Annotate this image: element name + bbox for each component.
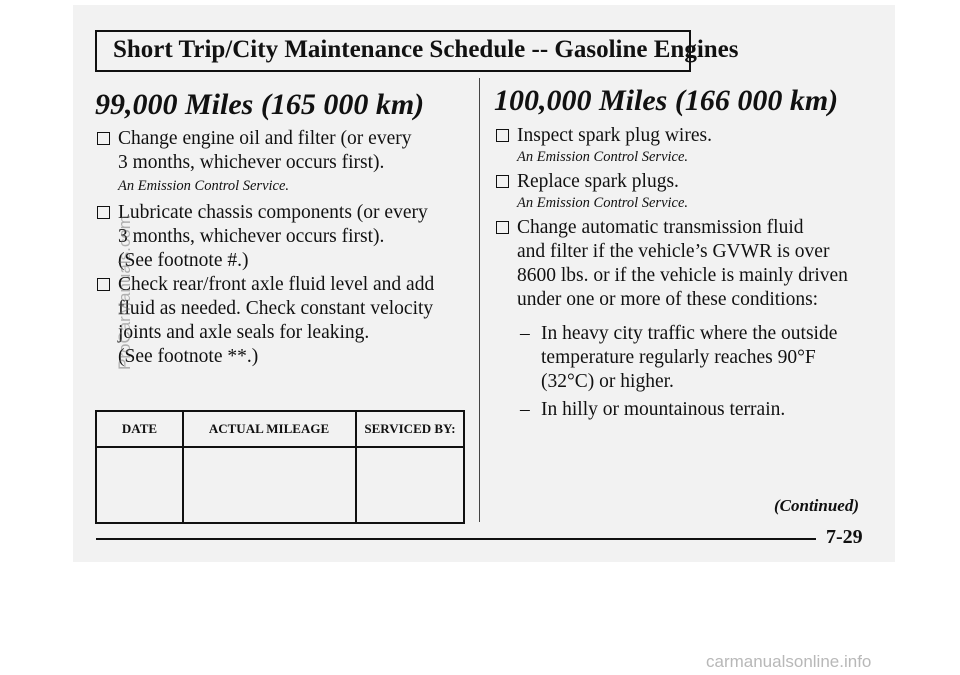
checkbox-icon[interactable] [97, 132, 110, 145]
column-divider [479, 78, 480, 522]
checklist-item-transmission [496, 216, 848, 312]
checklist-item-chassis [97, 201, 428, 273]
page-number: 7-29 [826, 526, 863, 548]
table-header-rule [97, 446, 463, 448]
table-divider [182, 412, 184, 522]
checklist-item-axle [97, 273, 434, 369]
item-text: Change engine oil and filter (or every [118, 128, 412, 149]
item-text: In heavy city traffic where the outside [541, 323, 838, 344]
table-divider [355, 412, 357, 522]
item-text: (32°C) or higher. [541, 371, 674, 392]
item-text: Inspect spark plug wires. [517, 125, 712, 146]
condition-item-hilly-terrain [520, 398, 785, 422]
item-text: Lubricate chassis components (or every [118, 202, 428, 223]
checkbox-icon[interactable] [496, 129, 509, 142]
checklist-item-plug-wires [496, 124, 712, 148]
site-watermark: carmanualsonline.info [706, 652, 872, 671]
emission-note: An Emission Control Service. [517, 195, 689, 211]
checkbox-icon[interactable] [496, 221, 509, 234]
checklist-item-oil [97, 127, 411, 175]
side-watermark: ProCarManuals.com [115, 215, 134, 370]
checkbox-icon[interactable] [496, 175, 509, 188]
item-text: Replace spark plugs. [517, 171, 679, 192]
continued-label: (Continued) [774, 496, 860, 515]
table-header-date: DATE [121, 421, 158, 436]
table-header-serviced-by: SERVICED BY: [364, 421, 456, 436]
schedule-title: Short Trip/City Maintenance Schedule -- Gasoline Engines [113, 36, 739, 63]
schedule-header-box [95, 30, 739, 72]
item-text: and filter if the vehicle’s GVWR is over [517, 241, 830, 262]
item-text: temperature regularly reaches 90°F [541, 347, 816, 368]
checklist-item-spark-plugs [496, 170, 679, 194]
dash-bullet: – [520, 399, 530, 420]
dash-bullet: – [520, 323, 530, 344]
checkbox-icon[interactable] [97, 206, 110, 219]
left-interval-title: 99,000 Miles (165 000 km) [95, 88, 425, 121]
item-text: 3 months, whichever occurs first). [118, 152, 385, 173]
emission-note: An Emission Control Service. [118, 178, 290, 194]
item-text: In hilly or mountainous terrain. [541, 399, 786, 420]
item-text: under one or more of these conditions: [517, 289, 819, 310]
emission-note: An Emission Control Service. [517, 149, 689, 165]
item-text: (See footnote #.) [118, 250, 249, 271]
footer-rule [96, 538, 816, 540]
item-text: fluid as needed. Check constant velocity [118, 298, 434, 319]
item-text: 3 months, whichever occurs first). [118, 226, 385, 247]
item-text: 8600 lbs. or if the vehicle is mainly driven [517, 265, 848, 286]
table-header-mileage: ACTUAL MILEAGE [208, 421, 330, 436]
item-text: Check rear/front axle fluid level and add [118, 274, 435, 295]
service-record-table [95, 410, 465, 524]
checkbox-icon[interactable] [97, 278, 110, 291]
condition-item-city-traffic [520, 322, 837, 394]
item-text: (See footnote **.) [118, 346, 259, 367]
item-text: Change automatic transmission fluid [517, 217, 804, 238]
item-text: joints and axle seals for leaking. [118, 322, 370, 343]
right-interval-title: 100,000 Miles (166 000 km) [494, 84, 839, 117]
